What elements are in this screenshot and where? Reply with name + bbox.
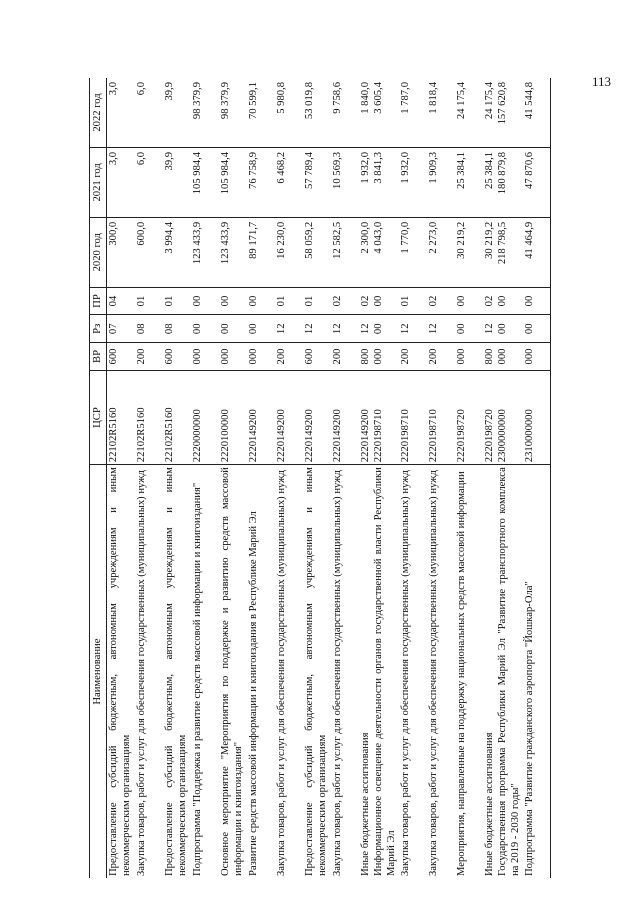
cell-pr: 00 bbox=[219, 287, 247, 315]
cell-csr: 2220198710 bbox=[427, 370, 455, 464]
cell-y2020: 123 433,9 bbox=[219, 217, 247, 287]
cell-y2022: 98 379,9 bbox=[191, 78, 219, 147]
cell-rz: 12 00 bbox=[483, 315, 523, 343]
cell-rz: 12 bbox=[303, 315, 331, 343]
cell-pr: 00 bbox=[523, 287, 551, 315]
table-row bbox=[455, 78, 483, 878]
cell-csr: 2220100000 bbox=[219, 370, 247, 464]
cell-y2021: 76 758,9 bbox=[247, 147, 275, 217]
cell-y2022: 1 818,4 bbox=[427, 78, 455, 147]
header-pr: ПР bbox=[90, 287, 107, 315]
cell-y2021: 105 984,4 bbox=[219, 147, 247, 217]
cell-pr: 01 bbox=[399, 287, 427, 315]
cell-pr: 00 bbox=[247, 287, 275, 315]
cell-rz: 00 bbox=[191, 315, 219, 343]
cell-vr: 200 bbox=[275, 343, 303, 371]
cell-csr: 2220198720 bbox=[455, 370, 483, 464]
cell-csr: 2220149200 bbox=[303, 370, 331, 464]
cell-vr: 000 bbox=[455, 343, 483, 371]
cell-y2022: 39,9 bbox=[163, 78, 191, 147]
cell-pr: 02 00 bbox=[359, 287, 399, 315]
cell-vr: 200 bbox=[331, 343, 359, 371]
cell-vr: 200 bbox=[427, 343, 455, 371]
header-2021: 2021 год bbox=[90, 147, 107, 217]
cell-y2021: 10 569,3 bbox=[331, 147, 359, 217]
header-rz: Рз bbox=[90, 315, 107, 343]
cell-y2022: 1 787,0 bbox=[399, 78, 427, 147]
cell-y2020: 300,0 bbox=[107, 217, 135, 287]
table-row bbox=[399, 78, 427, 878]
cell-y2020: 89 171,7 bbox=[247, 217, 275, 287]
cell-y2021: 47 870,6 bbox=[523, 147, 551, 217]
cell-y2020: 2 273,0 bbox=[427, 217, 455, 287]
cell-rz: 00 bbox=[455, 315, 483, 343]
cell-vr: 000 bbox=[191, 343, 219, 371]
cell-vr: 200 bbox=[135, 343, 163, 371]
cell-csr: 22102R5160 bbox=[107, 370, 135, 464]
cell-name: Закупка товаров, работ и услуг для обеспечения государственных (муниципальных) нужд bbox=[427, 470, 439, 876]
header-name: Наименование bbox=[90, 465, 107, 878]
cell-rz: 00 bbox=[247, 315, 275, 343]
cell-y2020: 58 059,2 bbox=[303, 217, 331, 287]
cell-y2021: 25 384,1 180 879,8 bbox=[483, 147, 523, 217]
cell-name: Подпрограмма "Развитие гражданского аэропорта "Йошкар-Ола" bbox=[523, 465, 551, 878]
cell-y2022: 53 019,8 bbox=[303, 78, 331, 147]
header-vr: ВР bbox=[90, 343, 107, 371]
cell-vr: 200 bbox=[399, 343, 427, 371]
cell-y2020: 3 994,4 bbox=[163, 217, 191, 287]
cell-vr: 600 bbox=[107, 343, 135, 371]
cell-vr: 800 000 bbox=[483, 343, 523, 371]
cell-rz: 08 bbox=[163, 315, 191, 343]
table-row bbox=[247, 78, 275, 878]
cell-csr: 2220198710 bbox=[399, 370, 427, 464]
table-row bbox=[303, 78, 331, 878]
budget-table-rotated bbox=[89, 78, 589, 878]
cell-y2020: 30 219,2 218 798,5 bbox=[483, 217, 523, 287]
cell-name: Иные бюджетные ассигнования Государственная программа Республики Марий Эл "Развитие транспортного комплекса на 2019 - 2030 годы" bbox=[483, 467, 521, 876]
cell-y2021: 3,0 bbox=[107, 147, 135, 217]
cell-rz: 12 bbox=[275, 315, 303, 343]
table-row bbox=[135, 78, 163, 878]
cell-y2021: 6 468,2 bbox=[275, 147, 303, 217]
cell-rz: 07 bbox=[107, 315, 135, 343]
table-row bbox=[163, 78, 191, 878]
cell-y2022: 6,0 bbox=[135, 78, 163, 147]
cell-pr: 00 bbox=[455, 287, 483, 315]
cell-rz: 12 bbox=[331, 315, 359, 343]
cell-y2022: 3,0 bbox=[107, 78, 135, 147]
cell-y2021: 25 384,1 bbox=[455, 147, 483, 217]
cell-y2021: 1 932,0 bbox=[399, 147, 427, 217]
cell-vr: 800 000 bbox=[359, 343, 399, 371]
table-row bbox=[359, 78, 399, 878]
cell-vr: 600 bbox=[303, 343, 331, 371]
cell-pr: 01 bbox=[303, 287, 331, 315]
cell-y2022: 5 980,8 bbox=[275, 78, 303, 147]
table-row bbox=[427, 78, 455, 878]
cell-pr: 04 bbox=[107, 287, 135, 315]
cell-y2022: 24 175,4 157 620,8 bbox=[483, 78, 523, 147]
cell-y2022: 70 599,1 bbox=[247, 78, 275, 147]
cell-y2020: 16 230,0 bbox=[275, 217, 303, 287]
cell-pr: 02 00 bbox=[483, 287, 523, 315]
cell-rz: 00 bbox=[523, 315, 551, 343]
cell-y2021: 105 984,4 bbox=[191, 147, 219, 217]
cell-csr: 2220149200 bbox=[331, 370, 359, 464]
cell-name: Подпрограмма "Поддержка и развитие средств массовой информации и книгоиздания" bbox=[191, 482, 203, 876]
cell-name: Закупка товаров, работ и услуг для обеспечения государственных (муниципальных) нужд bbox=[331, 470, 343, 876]
cell-rz: 12 bbox=[399, 315, 427, 343]
cell-y2021: 1 932,0 3 841,3 bbox=[359, 147, 399, 217]
cell-y2021: 57 789,4 bbox=[303, 147, 331, 217]
cell-y2020: 1 770,0 bbox=[399, 217, 427, 287]
header-csr: ЦСР bbox=[90, 370, 107, 464]
cell-y2021: 6,0 bbox=[135, 147, 163, 217]
cell-csr: 22102R5160 bbox=[163, 370, 191, 464]
cell-pr: 01 bbox=[135, 287, 163, 315]
cell-csr: 2310000000 bbox=[523, 370, 551, 464]
cell-vr: 600 bbox=[163, 343, 191, 371]
table-header-row bbox=[90, 78, 107, 878]
cell-y2022: 41 544,8 bbox=[523, 78, 551, 147]
cell-csr: 2220149200 2220198710 bbox=[359, 370, 399, 464]
cell-rz: 00 bbox=[219, 315, 247, 343]
cell-name: Закупка товаров, работ и услуг для обеспечения государственных (муниципальных) нужд bbox=[135, 470, 147, 876]
table-row bbox=[107, 78, 135, 878]
table-row bbox=[523, 78, 551, 878]
cell-vr: 000 bbox=[219, 343, 247, 371]
cell-vr: 000 bbox=[523, 343, 551, 371]
table-row bbox=[191, 78, 219, 878]
cell-y2020: 2 300,0 4 043,0 bbox=[359, 217, 399, 287]
header-2022: 2022 год bbox=[90, 78, 107, 147]
cell-name: Закупка товаров, работ и услуг для обеспечения государственных (муниципальных) нужд bbox=[399, 470, 411, 876]
cell-pr: 02 bbox=[331, 287, 359, 315]
cell-csr: 22102R5160 bbox=[135, 370, 163, 464]
cell-y2021: 39,9 bbox=[163, 147, 191, 217]
cell-name: Предоставление субсидий бюджетным, автономным учреждениям и иным некоммерческим организациям bbox=[163, 467, 188, 876]
header-2020: 2020 год bbox=[90, 217, 107, 287]
cell-y2020: 12 582,5 bbox=[331, 217, 359, 287]
cell-pr: 02 bbox=[427, 287, 455, 315]
table-row bbox=[483, 78, 523, 878]
cell-name: Развитие средств массовой информации и книгоиздания в Республике Марий Эл bbox=[247, 511, 259, 876]
cell-y2020: 123 433,9 bbox=[191, 217, 219, 287]
cell-name: Мероприятия, направленные на поддержку национальных средств массовой информации bbox=[455, 471, 467, 876]
cell-name: Основное мероприятие "Мероприятия по поддержке и развитию средств массовой информации и книгоиздания" bbox=[219, 467, 244, 876]
table-row bbox=[331, 78, 359, 878]
page-number: 113 bbox=[592, 74, 612, 89]
cell-y2020: 41 464,9 bbox=[523, 217, 551, 287]
cell-csr: 2220149200 bbox=[247, 370, 275, 464]
cell-pr: 00 bbox=[191, 287, 219, 315]
cell-name: Предоставление субсидий бюджетным, автономным учреждениям и иным некоммерческим организациям bbox=[108, 467, 133, 876]
cell-pr: 01 bbox=[163, 287, 191, 315]
cell-y2022: 9 758,6 bbox=[331, 78, 359, 147]
cell-name: Предоставление субсидий бюджетным, автономным учреждениям и иным некоммерческим организациям bbox=[303, 467, 328, 876]
cell-rz: 12 bbox=[427, 315, 455, 343]
cell-y2022: 98 379,9 bbox=[219, 78, 247, 147]
cell-pr: 01 bbox=[275, 287, 303, 315]
cell-y2020: 600,0 bbox=[135, 217, 163, 287]
cell-csr: 2220000000 bbox=[191, 370, 219, 464]
cell-name: Закупка товаров, работ и услуг для обеспечения государственных (муниципальных) нужд bbox=[275, 470, 287, 876]
cell-y2020: 30 219,2 bbox=[455, 217, 483, 287]
cell-y2022: 24 175,4 bbox=[455, 78, 483, 147]
cell-csr: 2220198720 2300000000 bbox=[483, 370, 523, 464]
cell-rz: 08 bbox=[135, 315, 163, 343]
table-row bbox=[275, 78, 303, 878]
budget-table bbox=[89, 78, 551, 878]
cell-y2021: 1 909,3 bbox=[427, 147, 455, 217]
cell-vr: 000 bbox=[247, 343, 275, 371]
cell-name: Иные бюджетные ассигнования Информационное освещение деятельности органов государственной власти Республики Марий Эл bbox=[359, 467, 397, 876]
cell-rz: 12 00 bbox=[359, 315, 399, 343]
table-row bbox=[219, 78, 247, 878]
cell-y2022: 1 840,0 3 605,4 bbox=[359, 78, 399, 147]
cell-csr: 2220149200 bbox=[275, 370, 303, 464]
